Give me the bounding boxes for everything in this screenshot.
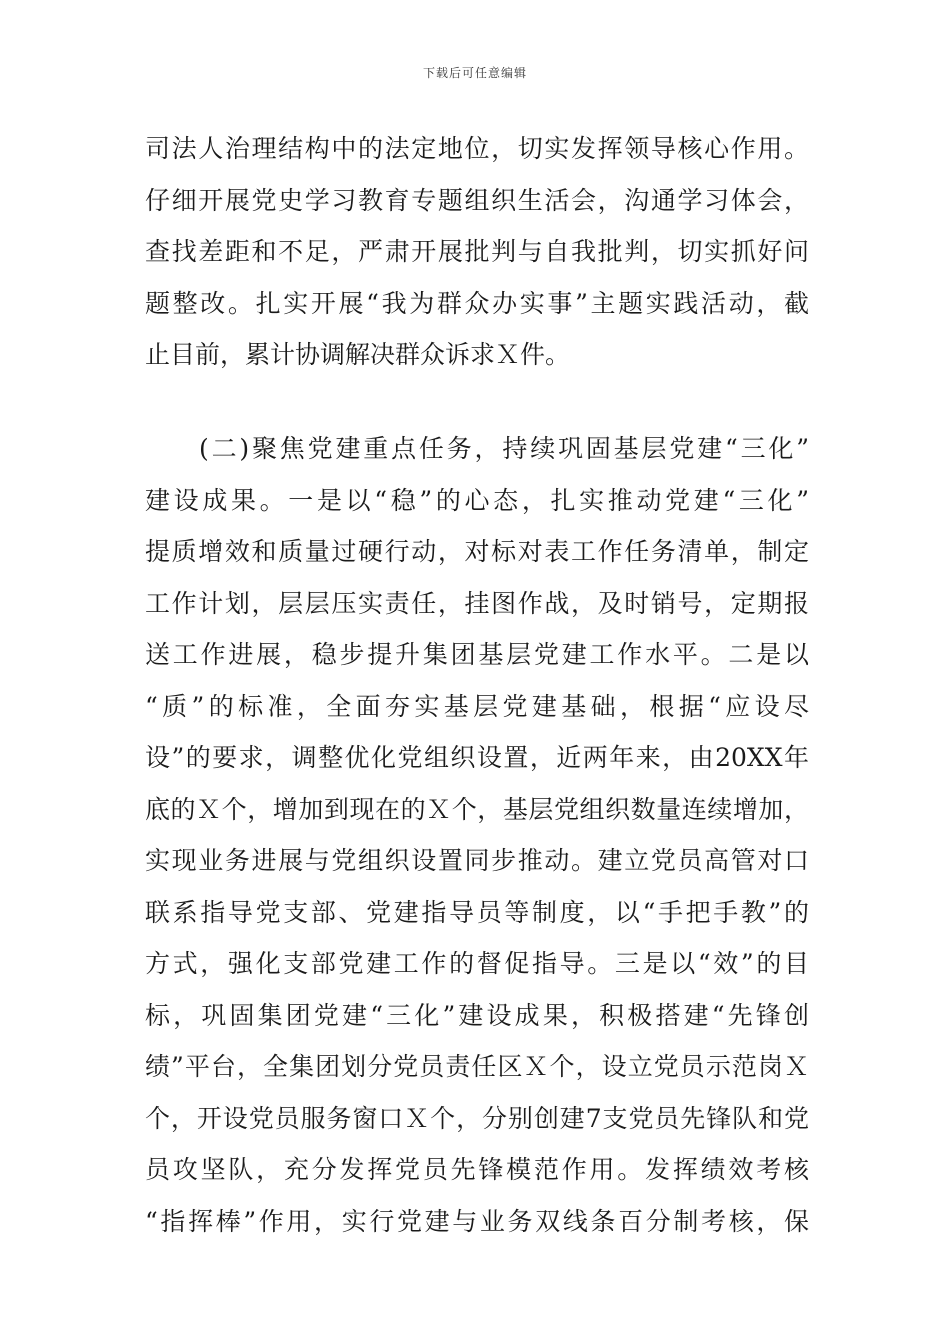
- paragraph-line: 联系指导党支部、党建指导员等制度，以“手把手教”的: [145, 897, 809, 927]
- paragraph-line: 设”的要求，调整优化党组织设置，近两年来，由20XX年: [145, 743, 809, 772]
- paragraph-line: 止目前，累计协调解决群众诉求Ｘ件。: [145, 340, 571, 369]
- paragraph-line: 个，开设党员服务窗口Ｘ个，分别创建7支党员先锋队和党: [145, 1103, 809, 1133]
- paragraph-1: [145, 123, 809, 381]
- paragraph-line: 方式，强化支部党建工作的督促指导。三是以“效”的目: [145, 949, 809, 978]
- paragraph-line: 查找差距和不足，严肃开展批判与自我批判，切实抓好问: [145, 237, 809, 266]
- paragraph-line: 提质增效和质量过硬行动，对标对表工作任务清单，制定: [145, 537, 809, 566]
- paragraph-line: 工作计划，层层压实责任，挂图作战，及时销号，定期报: [145, 588, 809, 618]
- paragraph-2: [145, 423, 809, 1247]
- paragraph-line: 送工作进展，稳步提升集团基层党建工作水平。二是以: [145, 640, 809, 669]
- paragraph-line: 建设成果。一是以“稳”的心态，扎实推动党建“三化”: [145, 485, 809, 515]
- paragraph-line: 题整改。扎实开展“我为群众办实事”主题实践活动，截: [145, 288, 809, 318]
- header-note: 下载后可任意编辑: [422, 66, 527, 80]
- paragraph-line: 实现业务进展与党组织设置同步推动。建立党员高管对口: [145, 846, 809, 875]
- paragraph-line: 底的Ｘ个，增加到现在的Ｘ个，基层党组织数量连续增加，: [145, 794, 809, 824]
- paragraph-line: 绩”平台，全集团划分党员责任区Ｘ个，设立党员示范岗Ｘ: [145, 1052, 809, 1081]
- paragraph-line: “指挥棒”作用，实行党建与业务双线条百分制考核，保: [145, 1206, 809, 1236]
- paragraph-line: 标，巩固集团党建“三化”建设成果，积极搭建“先锋创: [145, 1000, 809, 1030]
- paragraph-line: (二)聚焦党建重点任务，持续巩固基层党建“三化”: [199, 434, 809, 463]
- paragraph-line: 司法人治理结构中的法定地位，切实发挥领导核心作用。: [145, 134, 809, 163]
- paragraph-line: 仔细开展党史学习教育专题组织生活会，沟通学习体会，: [145, 185, 809, 215]
- paragraph-line: 员攻坚队，充分发挥党员先锋模范作用。发挥绩效考核: [145, 1155, 809, 1184]
- paragraph-line: “质”的标准，全面夯实基层党建基础，根据“应设尽: [145, 691, 809, 721]
